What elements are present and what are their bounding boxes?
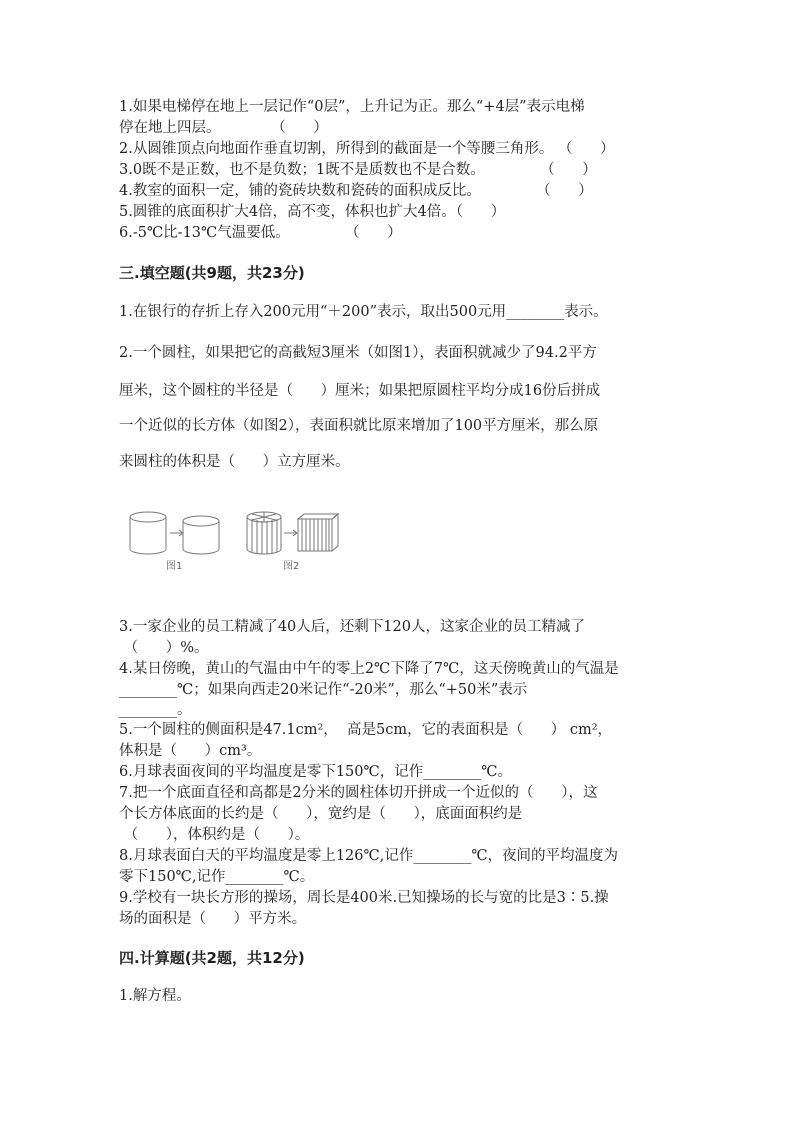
- sliced-cylinder-shape: [247, 512, 281, 554]
- judge-line: 2.从圆锥顶点向地面作垂直切割，所得到的截面是一个等腰三角形。 （ ）: [119, 141, 615, 157]
- fill-line: 7.把一个底面直径和高都是2分米的圆柱体切开拼成一个近似的（ ），这: [119, 785, 598, 801]
- fill-line: 个长方体底面的长约是（ ），宽约是（ ），底面面积约是: [119, 806, 523, 822]
- judge-line: 停在地上四层。 （ ）: [119, 120, 328, 136]
- fill-question-2-line: 厘米，这个圆柱的半径是（ ）厘米；如果把原圆柱平均分成16份后拼成: [119, 383, 601, 399]
- fill-line: 8.月球表面白天的平均温度是零上126℃,记作________℃，夜间的平均温度为: [119, 848, 619, 864]
- calc-question-1: 1.解方程。: [119, 988, 191, 1004]
- cylinder-tall-shape: [130, 512, 166, 554]
- fill-line: 场的面积是（ ）平方米。: [119, 911, 307, 927]
- fill-question-2-line: 一个近似的长方体（如图2），表面积就比原来增加了100平方厘米，那么原: [119, 418, 599, 434]
- cuboid-shape: [298, 514, 338, 551]
- fill-line: 体积是（ ）cm³。: [119, 743, 262, 759]
- figure-1-label: 图1: [166, 561, 183, 572]
- fill-line: 6.月球表面夜间的平均温度是零下150℃，记作________℃。: [119, 764, 512, 780]
- cylinder-short-shape: [183, 516, 219, 554]
- fill-line: 5.一个圆柱的侧面积是47.1cm²， 高是5cm，它的表面积是（ ） cm²，: [119, 722, 613, 738]
- fill-line: （ ），体积约是（ ）。: [119, 827, 310, 843]
- fill-question-2-line: 2.一个圆柱，如果把它的高截短3厘米（如图1），表面积就减少了94.2平方: [119, 345, 597, 361]
- fill-line: 9.学校有一块长方形的操场，周长是400米.已知操场的长与宽的比是3∶5.操: [119, 890, 609, 906]
- judge-line: 3.0既不是正数，也不是负数；1既不是质数也不是合数。 （ ）: [119, 162, 597, 178]
- fill-question-1: 1.在银行的存折上存入200元用“＋200”表示，取出500元用________表示。: [119, 304, 608, 320]
- judge-line: 5.圆锥的底面积扩大4倍，高不变，体积也扩大4倍。（ ）: [119, 204, 506, 220]
- cylinder-figure: [126, 505, 346, 577]
- fill-line: 4.某日傍晚，黄山的气温由中午的零上2℃下降了7℃，这天傍晚黄山的气温是: [119, 661, 619, 677]
- fill-line: 3.一家企业的员工精减了40人后，还剩下120人，这家企业的员工精减了: [119, 619, 585, 635]
- fill-line: ________℃；如果向西走20米记作“-20米”，那么“+50米”表示: [119, 682, 528, 698]
- fill-line: ________。: [119, 702, 192, 718]
- judge-line: 1.如果电梯停在地上一层记作“0层”，上升记为正。那么“+4层”表示电梯: [119, 99, 585, 115]
- fill-question-2-line: 来圆柱的体积是（ ）立方厘米。: [119, 454, 350, 470]
- fill-line: （ ）%。: [119, 640, 209, 656]
- figure-2-label: 图2: [283, 561, 300, 572]
- fill-line: 零下150℃,记作________℃。: [119, 869, 315, 885]
- section-title-fill: 三.填空题(共9题，共23分): [119, 264, 305, 282]
- judge-line: 6.-5℃比-13℃气温要低。 （ ）: [119, 225, 402, 241]
- section-title-calc: 四.计算题(共2题，共12分): [119, 949, 305, 967]
- judge-line: 4.教室的面积一定，铺的瓷砖块数和瓷砖的面积成反比。 （ ）: [119, 183, 593, 199]
